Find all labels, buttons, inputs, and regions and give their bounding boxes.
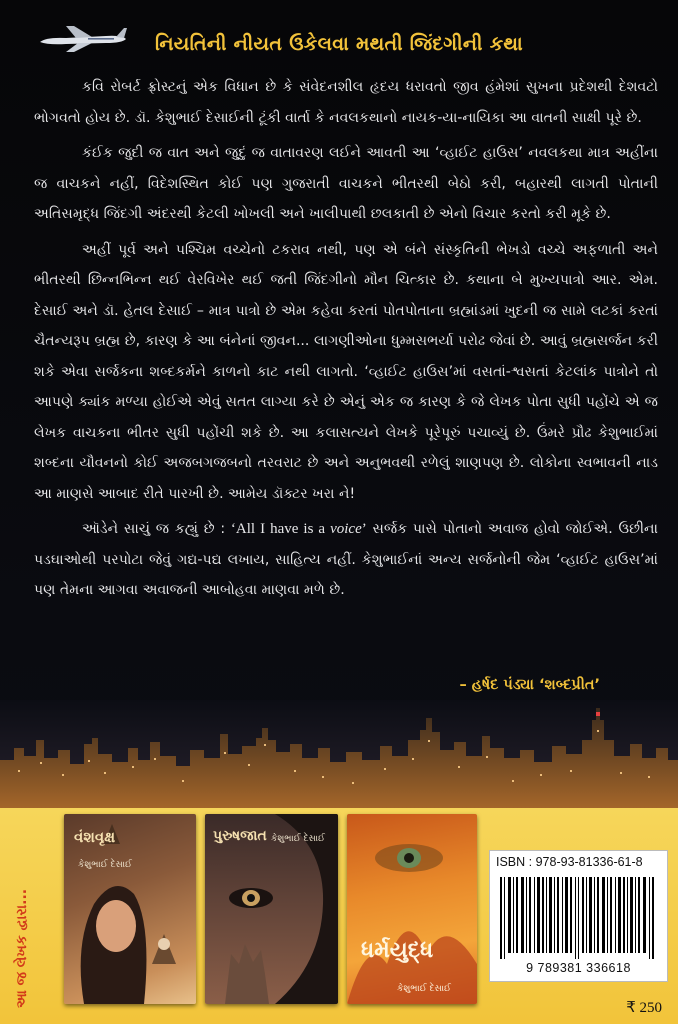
blurb-paragraph-1: કવિ રોબર્ટ ફ્રોસ્ટનું એક વિધાન છે કે સંવેદનશીલ હૃદય ધરાવતો જીવ હંમેશાં સુખના પ્રદેશથી દેશવટો ભોગવતો હોય છે. ડૉ. કેશુભાઈ દેસાઈની ટૂંકી વાર્તા કે નવલકથાનો નાયક-યા-નાયિકા આ વાતની સાક્ષી પૂરે છે. — [34, 79, 658, 126]
isbn-barcode-box — [489, 850, 668, 982]
book-cover-vanshvruksh — [64, 814, 196, 1004]
barcode-number: 9 789381 336618 — [526, 961, 631, 975]
book-2-title: પુરુષજાત — [213, 828, 267, 844]
headline: નિયતિની નીયત ઉકેલવા મથતી જિંદગીની કથા — [155, 33, 523, 55]
city-skyline-image — [0, 700, 678, 812]
blurb-paragraph-2: કંઈક જુદી જ વાત અને જુદું જ વાતાવરણ લઈને આવતી આ ‘વ્હાઈટ હાઉસ’ નવલકથા માત્ર અહીંના જ વાચકને નહીં, વિદેશસ્થિત કોઈ પણ ગુજરાતી વાચકને ભીતરથી બેઠો કરી, બહારથી લાગતી પોતાની અતિસમૃદ્ધ જિંદગી અંદરથી કેટલી ખોખલી અને ખાલીપાથી છલકાતી છે એનો વિચાર કરતો કરી મૂકે છે. — [34, 145, 658, 222]
book-cover-dharmayuddh — [347, 814, 477, 1004]
book-3-author: કેશુભાઈ દેસાઈ — [397, 984, 451, 994]
book-2-author: કેશુભાઈ દેસાઈ — [271, 834, 325, 844]
book-cover-purushjat — [205, 814, 338, 1004]
barcode-icon — [498, 877, 658, 959]
blurb-paragraph-4 — [34, 514, 658, 606]
quote-part-c: ’ — [361, 521, 367, 537]
quote-emphasis: voice — [330, 521, 362, 537]
book-3-title: ધર્મયુદ્ધ — [361, 938, 434, 963]
blurb-body — [34, 72, 658, 611]
book-3-art — [347, 814, 477, 1004]
book-1-title: વંશવૃક્ષ — [74, 828, 116, 846]
book-1-author: કેશુભાઈ દેસાઈ — [78, 860, 132, 870]
quote-part-a: ‘All I have is a — [230, 521, 331, 537]
paragraph-4-start: ઑડેને સાચું જ કહ્યું છે : — [82, 521, 231, 537]
blurb-paragraph-3: અહીં પૂર્વ અને પશ્ચિમ વચ્ચેનો ટકરાવ નથી, પણ એ બંને સંસ્કૃતિની ભેખડો વચ્ચે અફળાતી અને ભીતરથી છિન્નભિન્ન થઈ વેરવિખેર થઈ જતી જિંદગીનો મૌન ચિત્કાર છે. કથાના બે મુખ્યપાત્રો આર. એમ. દેસાઈ અને ડૉ. હેતલ દેસાઈ – માત્ર પાત્રો છે એમ કહેવા કરતાં પોતપોતાના બ્રહ્માંડમાં ખુદની જ સામે લટકાં કરતાં ચૈતન્યરૂપ બ્રહ્મ છે, કારણ કે આ બંનેનાં જીવન... લાગણીઓના ધુમ્મસભર્યા પરોઢ જેવાં છે. આવું બ્રહ્મસર્જન કરી શકે એવા સર્જકના શબ્દકર્મને કાળનો કાટ નથી લાગતો. ‘વ્હાઈટ હાઉસ’માં વસતાં-શ્વસતાં કેટલાંક પાત્રોને તો આપણે ક્યાંક મળ્યા હોઈએ એવું સતત લાગ્યા કરે છે એનું એક જ કારણ કે જે લેખક પોતા સુધી પહોંચે એ જ લેખક વાચકના ભીતર સુધી પહોંચી શકે છે. આ કલાસત્યને લેખકે પૂરેપૂરું પચાવ્યું છે. ઉંમરે પ્રૌઢ કેશુભાઈમાં શબ્દના યૌવનનો કોઈ અજબગજબનો તરવરાટ છે અને અનુભવથી રળેલું શાણપણ છે. લોકોના સ્વભાવની નાડ આ માણસે આબાદ રીતે પારખી છે. આમેય ડૉક્ટર ખરા ને! — [34, 241, 658, 502]
price: ₹ 250 — [626, 1000, 662, 1016]
paragraph-4-rest: સર્જક પાસે પોતાનો અવાજ હોવો જોઈએ. ઉછીના પડઘાઓથી પરપોટા જેવું ગદ્ય-પદ્ય લખાય, સાહિત્ય નહીં. કેશુભાઈનાં અન્ય સર્જનોની જેમ ‘વ્હાઈટ હાઉસ’માં પણ તેમના આગવા અવાજની આબોહવા માણવા મળે છે. — [34, 521, 658, 598]
by-same-author-label: આ જ લેખક દ્વારા... — [14, 888, 30, 1008]
attribution: – હર્ષદ પંડ્યા ‘શબ્દપ્રીત’ — [459, 677, 600, 693]
auden-quote — [231, 521, 367, 537]
isbn-label: ISBN : 978-93-81336-61-8 — [496, 855, 643, 869]
